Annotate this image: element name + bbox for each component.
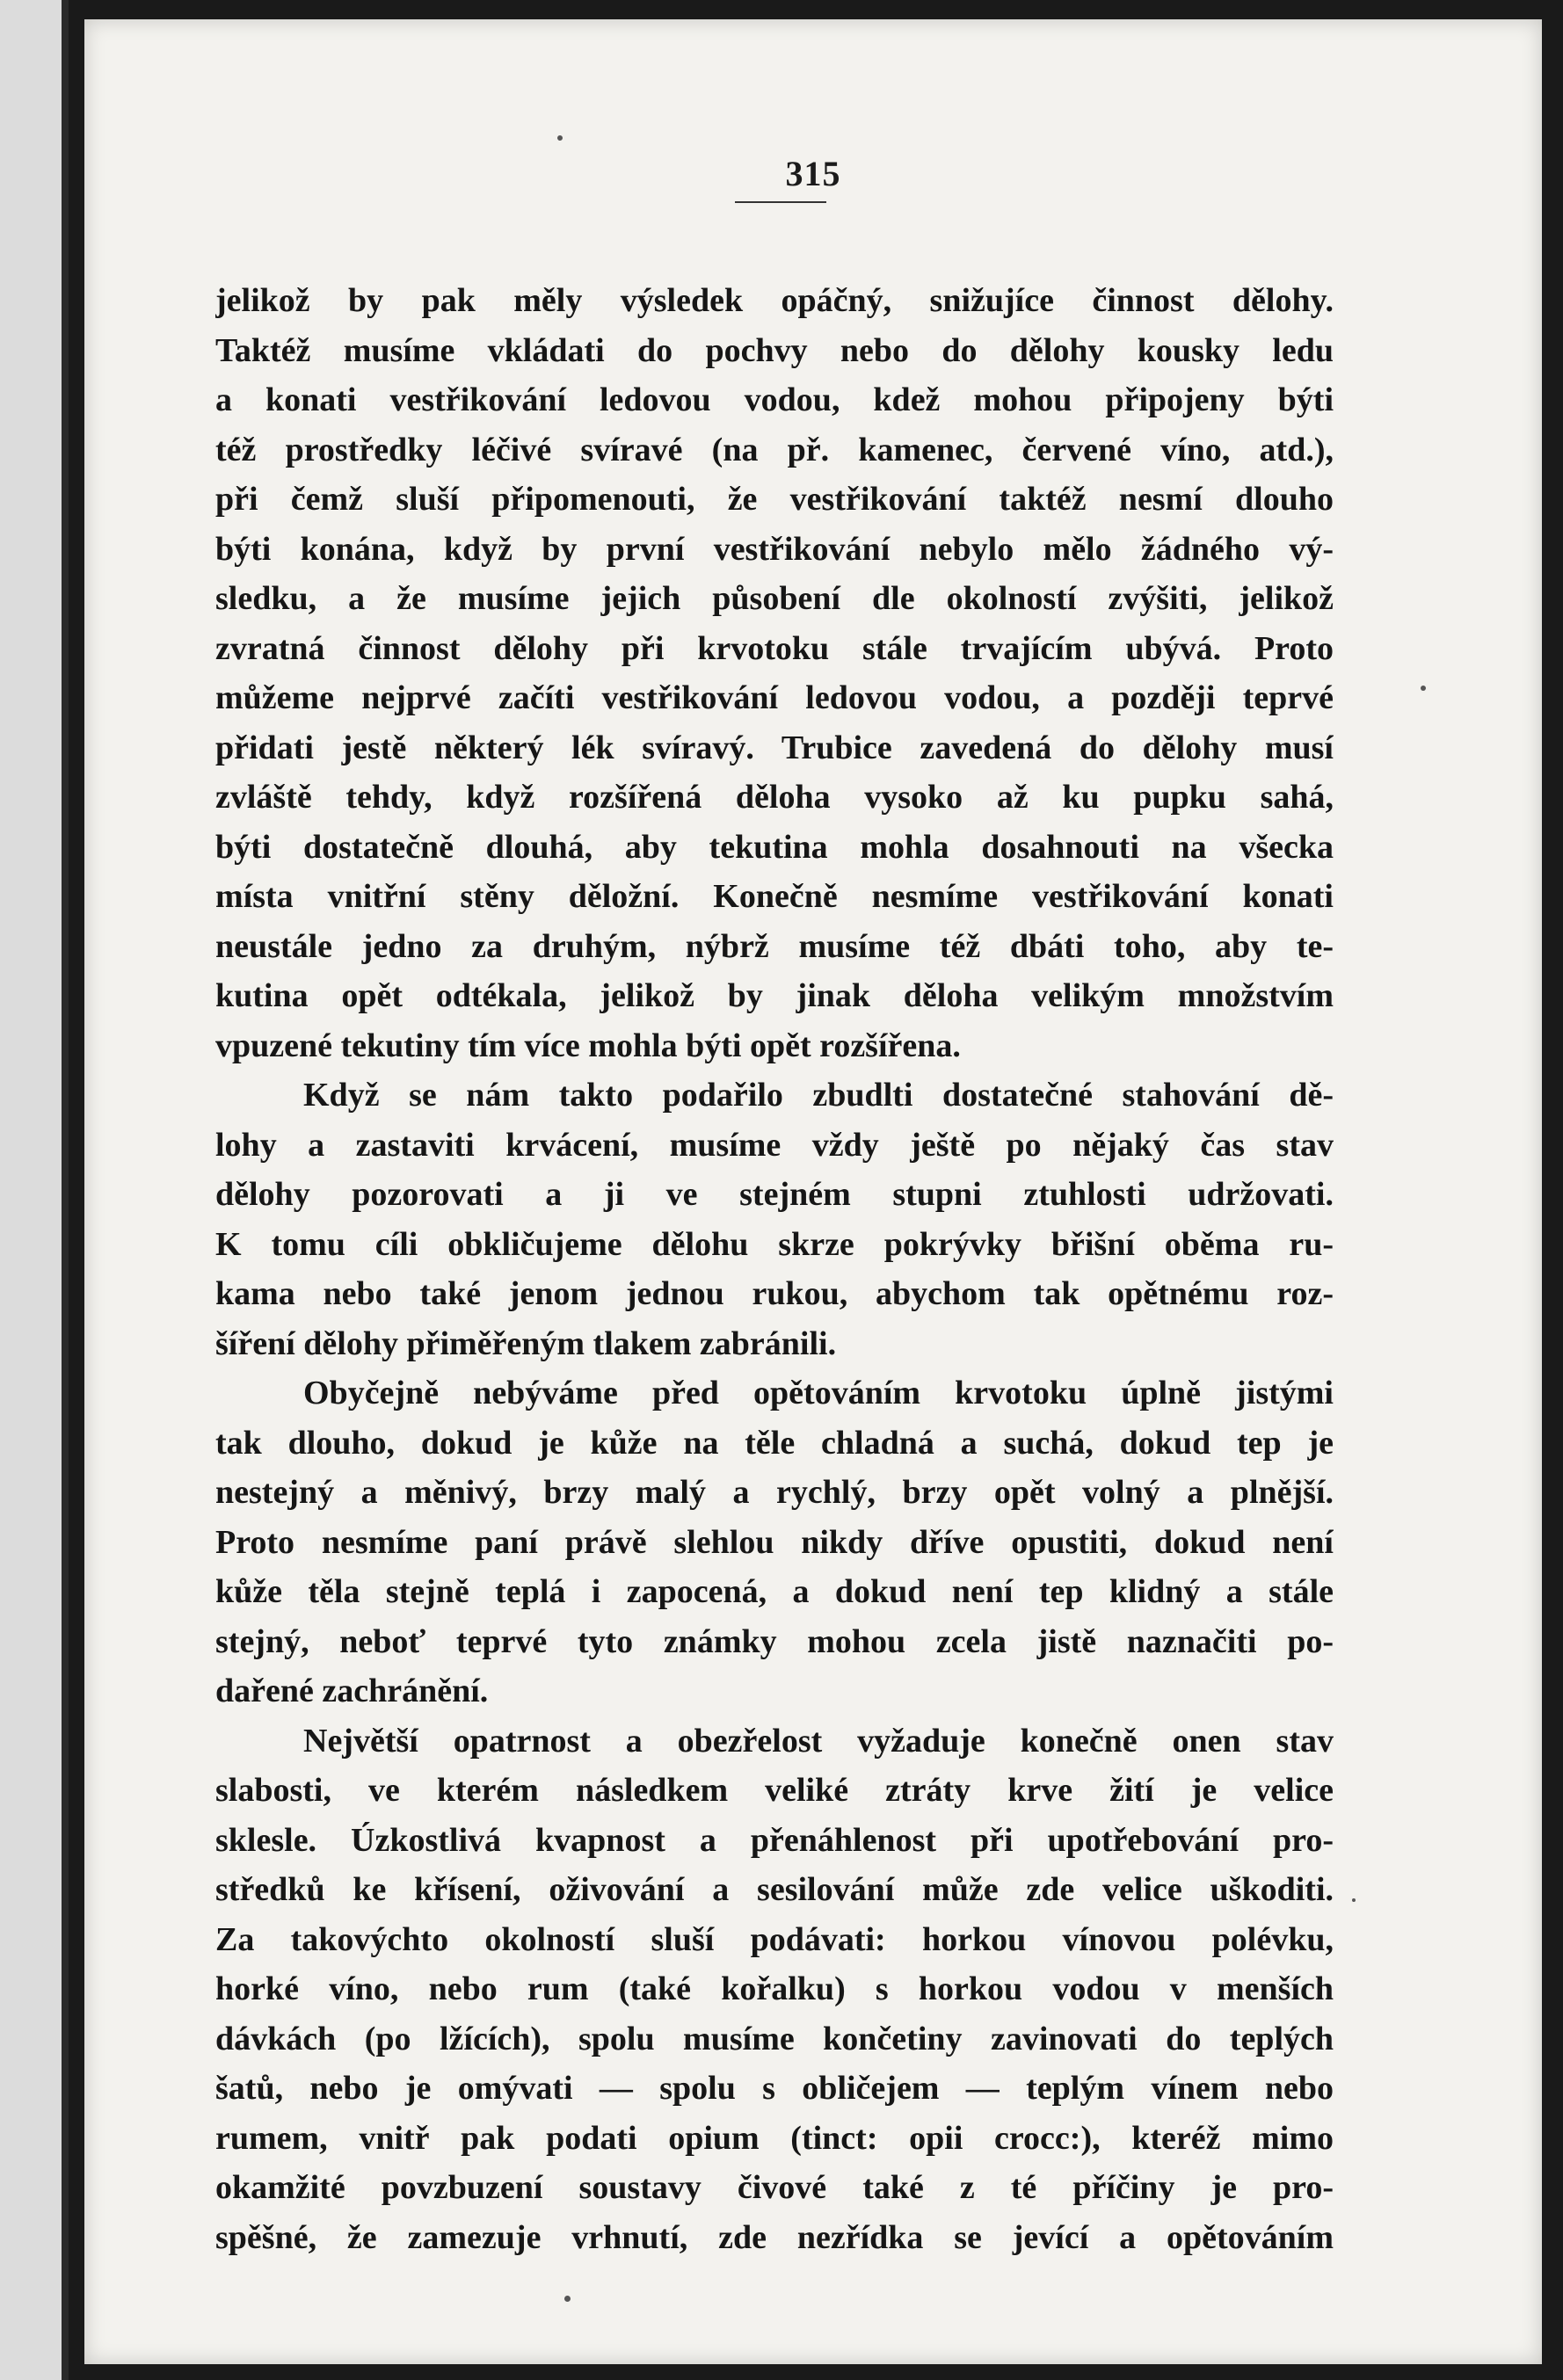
text-line: spěšné, že zamezuje vrhnutí, zde nezřídka se jevící a opětováním: [215, 2218, 1334, 2256]
page-number: 315: [785, 154, 841, 193]
text-line: neustále jedno za druhým, nýbrž musíme též dbáti toho, aby te-: [215, 927, 1334, 965]
text-line: tak dlouho, dokud je kůže na těle chladná a suchá, dokud tep je: [215, 1424, 1334, 1462]
text-line: býti konána, když by první vestřikování nebylo mělo žádného vý-: [215, 530, 1334, 568]
text-line: šíření dělohy přiměřeným tlakem zabránili.: [215, 1324, 837, 1362]
text-line: jelikož by pak měly výsledek opáčný, snižujíce činnost dělohy.: [215, 282, 1334, 319]
text-line: místa vnitřní stěny děložní. Konečně nesmíme vestřikování konati: [215, 878, 1334, 915]
adjacent-page-edge: [0, 0, 69, 2380]
text-line: při čemž sluší připomenouti, že vestřikování taktéž nesmí dlouho: [215, 481, 1334, 518]
text-line: přidati jestě některý lék svíravý. Trubice zavedená do dělohy musí: [215, 729, 1334, 766]
body-text: [215, 276, 1334, 2262]
text-line: zvláště tehdy, když rozšířená děloha vysoko až ku pupku sahá,: [215, 779, 1334, 816]
text-line: středků ke křísení, oživování a sesilování může zde velice uškoditi.: [215, 1871, 1334, 1908]
text-line: slabosti, ve kterém následkem veliké ztráty krve žití je velice: [215, 1772, 1334, 1809]
ink-speck: [1352, 1898, 1356, 1902]
text-line: horké víno, nebo rum (také kořalku) s horkou vodou v menších: [215, 1970, 1334, 2007]
book-page: [84, 19, 1542, 2364]
text-line: vpuzené tekutiny tím více mohla býti opět rozšířena.: [215, 1027, 961, 1064]
ink-speck: [564, 2296, 571, 2302]
text-line: sklesle. Úzkostlivá kvapnost a přenáhlenost při upotřebování pro-: [215, 1821, 1334, 1859]
page-number-underline: [735, 201, 826, 203]
text-line: dávkách (po lžících), spolu musíme končetiny zavinovati do teplých: [215, 2020, 1334, 2057]
text-line: Když se nám takto podařilo zbudlti dostatečné stahování dě-: [303, 1077, 1334, 1114]
text-line: Největší opatrnost a obezřelost vyžaduje konečně onen stav: [303, 1722, 1334, 1760]
text-line: a konati vestřikování ledovou vodou, kdež mohou připojeny býti: [215, 381, 1334, 418]
text-line: býti dostatečně dlouhá, aby tekutina mohla dosahnouti na všecka: [215, 828, 1334, 866]
text-line: dařené zachránění.: [215, 1673, 489, 1709]
text-line: zvratná činnost dělohy při krvotoku stále trvajícím ubývá. Proto: [215, 629, 1334, 667]
text-line: sledku, a že musíme jejich působení dle okolností zvýšiti, jelikož: [215, 580, 1334, 617]
text-line: okamžité povzbuzení soustavy čivové také z té příčiny je pro-: [215, 2169, 1334, 2206]
text-line: Taktéž musíme vkládati do pochvy nebo do dělohy kousky ledu: [215, 331, 1334, 369]
text-line: Obyčejně nebýváme před opětováním krvotoku úplně jistými: [303, 1375, 1334, 1411]
text-line: stejný, neboť teprvé tyto známky mohou zcela jistě naznačiti po-: [215, 1622, 1334, 1660]
text-line: Za takovýchto okolností sluší podávati: horkou vínovou polévku,: [215, 1920, 1334, 1958]
ink-speck: [1421, 686, 1426, 691]
text-line: kutina opět odtékala, jelikož by jinak děloha velikým množstvím: [215, 977, 1334, 1014]
ink-speck: [557, 135, 563, 141]
text-line: šatů, nebo je omývati — spolu s obličejem — teplým vínem nebo: [215, 2070, 1334, 2107]
text-line: též prostředky léčivé svíravé (na př. kamenec, červené víno, atd.),: [215, 431, 1334, 468]
text-line: kama nebo také jenom jednou rukou, abychom tak opětnému roz-: [215, 1275, 1334, 1312]
text-line: můžeme nejprvé začíti vestřikování ledovou vodou, a později teprvé: [215, 679, 1334, 716]
text-line: dělohy pozorovati a ji ve stejném stupni ztuhlosti udržovati.: [215, 1176, 1334, 1213]
text-line: kůže těla stejně teplá i zapocená, a dokud není tep klidný a stále: [215, 1573, 1334, 1610]
text-line: Proto nesmíme paní právě slehlou nikdy dříve opustiti, dokud není: [215, 1523, 1334, 1561]
text-line: K tomu cíli obkličujeme dělohu skrze pokrývky břišní oběma ru-: [215, 1225, 1334, 1263]
text-line: rumem, vnitř pak podati opium (tinct: opii crocc:), kteréž mimo: [215, 2119, 1334, 2157]
text-line: lohy a zastaviti krvácení, musíme vždy ještě po nějaký čas stav: [215, 1126, 1334, 1164]
binding-shadow: [62, 0, 69, 2380]
text-line: nestejný a měnivý, brzy malý a rychlý, brzy opět volný a plnější.: [215, 1474, 1334, 1511]
